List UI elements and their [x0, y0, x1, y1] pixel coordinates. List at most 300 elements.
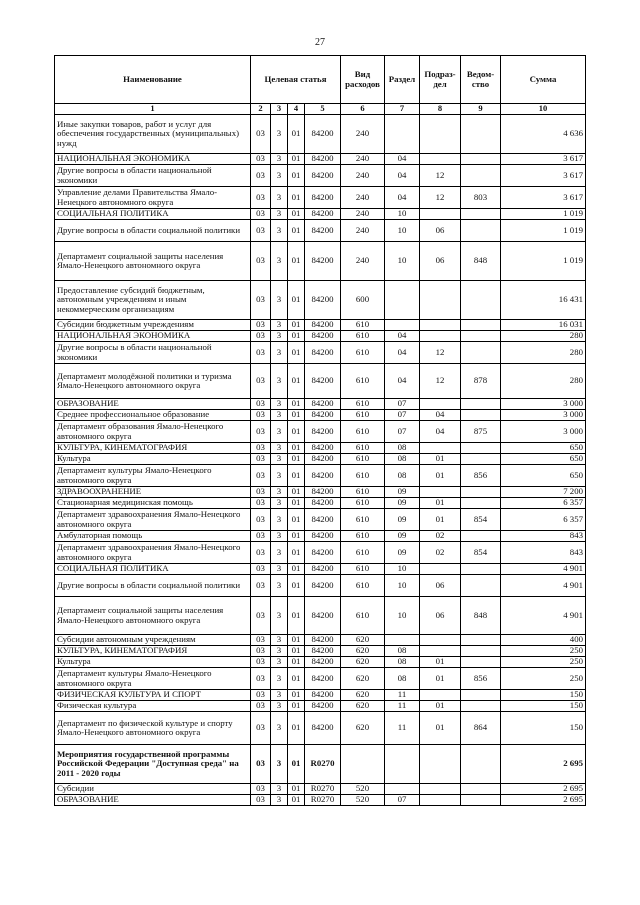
cell-subsection [420, 399, 461, 410]
cell-subsection [420, 564, 461, 575]
cell-target-direction: 84200 [305, 220, 341, 242]
cell-target-event: 01 [288, 165, 305, 187]
table-row [55, 795, 586, 806]
cell-target-event: 01 [288, 342, 305, 364]
table-row [55, 575, 586, 597]
cell-name: Субсидии автономным учреждениям [55, 635, 251, 646]
cell-target-program: 03 [251, 657, 271, 668]
cell-target-direction: 84200 [305, 487, 341, 498]
cell-amount: 16 431 [501, 281, 586, 320]
cell-department: 854 [461, 542, 501, 564]
cell-amount: 150 [501, 690, 586, 701]
cell-name: Культура [55, 657, 251, 668]
cell-name: НАЦИОНАЛЬНАЯ ЭКОНОМИКА [55, 154, 251, 165]
cell-department [461, 281, 501, 320]
cell-target-direction: 84200 [305, 421, 341, 443]
cell-expense-type: 600 [341, 281, 385, 320]
cell-target-direction: 84200 [305, 564, 341, 575]
table-row [55, 646, 586, 657]
cell-target-event: 01 [288, 281, 305, 320]
cell-target-direction: 84200 [305, 364, 341, 399]
cell-department [461, 220, 501, 242]
cell-target-direction: 84200 [305, 154, 341, 165]
cell-target-direction: 84200 [305, 498, 341, 509]
cell-section: 08 [385, 646, 420, 657]
cell-amount: 843 [501, 542, 586, 564]
cell-expense-type: 620 [341, 646, 385, 657]
cell-target-direction: 84200 [305, 465, 341, 487]
table-row [55, 597, 586, 635]
cell-target-program: 03 [251, 784, 271, 795]
column-number: 2 [251, 104, 271, 115]
cell-name: Мероприятия государственной программы Российской Федерации "Доступная среда" на 2011 - 2020 годы [55, 745, 251, 784]
cell-target-event: 01 [288, 421, 305, 443]
cell-target-subprogram: 3 [271, 635, 288, 646]
cell-department [461, 784, 501, 795]
cell-target-program: 03 [251, 646, 271, 657]
cell-subsection [420, 209, 461, 220]
cell-target-direction: 84200 [305, 209, 341, 220]
cell-target-event: 01 [288, 454, 305, 465]
cell-section: 07 [385, 795, 420, 806]
cell-target-direction: 84200 [305, 410, 341, 421]
cell-target-event: 01 [288, 597, 305, 635]
cell-section: 11 [385, 701, 420, 712]
cell-name: Другие вопросы в области национальной экономики [55, 342, 251, 364]
cell-target-event: 01 [288, 410, 305, 421]
table-row [55, 712, 586, 745]
cell-target-event: 01 [288, 795, 305, 806]
cell-target-event: 01 [288, 209, 305, 220]
cell-subsection: 01 [420, 701, 461, 712]
cell-department: 875 [461, 421, 501, 443]
cell-target-event: 01 [288, 745, 305, 784]
cell-target-subprogram: 3 [271, 795, 288, 806]
cell-section: 07 [385, 421, 420, 443]
cell-target-program: 03 [251, 795, 271, 806]
table-row [55, 443, 586, 454]
cell-target-subprogram: 3 [271, 712, 288, 745]
cell-target-event: 01 [288, 564, 305, 575]
cell-department [461, 657, 501, 668]
cell-expense-type: 620 [341, 690, 385, 701]
cell-section: 09 [385, 498, 420, 509]
cell-target-direction: 84200 [305, 242, 341, 281]
cell-name: СОЦИАЛЬНАЯ ПОЛИТИКА [55, 564, 251, 575]
cell-amount: 150 [501, 701, 586, 712]
header-name: Наименование [55, 56, 251, 104]
cell-target-program: 03 [251, 281, 271, 320]
cell-amount: 2 695 [501, 745, 586, 784]
cell-department [461, 209, 501, 220]
cell-target-subprogram: 3 [271, 399, 288, 410]
cell-section: 10 [385, 597, 420, 635]
cell-amount: 400 [501, 635, 586, 646]
cell-expense-type: 610 [341, 364, 385, 399]
cell-target-direction: 84200 [305, 342, 341, 364]
cell-target-event: 01 [288, 498, 305, 509]
cell-section: 09 [385, 509, 420, 531]
cell-expense-type: 610 [341, 410, 385, 421]
cell-amount: 250 [501, 668, 586, 690]
table-row [55, 242, 586, 281]
cell-department [461, 498, 501, 509]
cell-expense-type: 240 [341, 220, 385, 242]
cell-section [385, 745, 420, 784]
table-row [55, 364, 586, 399]
cell-target-program: 03 [251, 509, 271, 531]
cell-target-subprogram: 3 [271, 331, 288, 342]
table-row [55, 410, 586, 421]
cell-department [461, 443, 501, 454]
cell-target-program: 03 [251, 364, 271, 399]
cell-target-event: 01 [288, 509, 305, 531]
cell-target-direction: R0270 [305, 784, 341, 795]
cell-expense-type: 620 [341, 712, 385, 745]
cell-target-program: 03 [251, 187, 271, 209]
cell-target-direction: 84200 [305, 399, 341, 410]
cell-amount: 650 [501, 443, 586, 454]
cell-target-subprogram: 3 [271, 187, 288, 209]
cell-target-direction: 84200 [305, 443, 341, 454]
cell-target-event: 01 [288, 712, 305, 745]
cell-target-program: 03 [251, 115, 271, 154]
cell-department [461, 331, 501, 342]
cell-target-event: 01 [288, 242, 305, 281]
cell-target-direction: 84200 [305, 542, 341, 564]
cell-amount: 1 019 [501, 220, 586, 242]
cell-amount: 4 901 [501, 575, 586, 597]
cell-section: 04 [385, 165, 420, 187]
cell-subsection [420, 281, 461, 320]
cell-department [461, 745, 501, 784]
cell-name: Департамент по физической культуре и спорту Ямало-Ненецкого автономного округа [55, 712, 251, 745]
cell-name: НАЦИОНАЛЬНАЯ ЭКОНОМИКА [55, 331, 251, 342]
cell-amount: 1 019 [501, 209, 586, 220]
cell-target-direction: 84200 [305, 320, 341, 331]
table-row [55, 320, 586, 331]
cell-target-event: 01 [288, 575, 305, 597]
cell-expense-type: 610 [341, 597, 385, 635]
cell-amount: 1 019 [501, 242, 586, 281]
cell-subsection: 01 [420, 712, 461, 745]
cell-section: 10 [385, 220, 420, 242]
cell-subsection [420, 745, 461, 784]
cell-expense-type: 610 [341, 487, 385, 498]
cell-name: Амбулаторная помощь [55, 531, 251, 542]
cell-target-program: 03 [251, 564, 271, 575]
cell-target-subprogram: 3 [271, 209, 288, 220]
cell-target-direction: 84200 [305, 531, 341, 542]
table-row [55, 220, 586, 242]
cell-section: 08 [385, 454, 420, 465]
cell-subsection: 01 [420, 668, 461, 690]
table-row [55, 690, 586, 701]
cell-name: ФИЗИЧЕСКАЯ КУЛЬТУРА И СПОРТ [55, 690, 251, 701]
cell-expense-type: 240 [341, 165, 385, 187]
cell-target-subprogram: 3 [271, 242, 288, 281]
cell-target-direction: 84200 [305, 165, 341, 187]
cell-target-subprogram: 3 [271, 701, 288, 712]
cell-name: Департамент здравоохранения Ямало-Ненецкого автономного округа [55, 542, 251, 564]
cell-section: 04 [385, 187, 420, 209]
cell-department [461, 646, 501, 657]
cell-target-subprogram: 3 [271, 668, 288, 690]
cell-target-program: 03 [251, 209, 271, 220]
cell-section: 09 [385, 542, 420, 564]
cell-department [461, 575, 501, 597]
cell-subsection: 06 [420, 242, 461, 281]
cell-department [461, 531, 501, 542]
cell-subsection: 12 [420, 165, 461, 187]
cell-section: 10 [385, 209, 420, 220]
table-row [55, 454, 586, 465]
cell-department [461, 795, 501, 806]
cell-target-program: 03 [251, 531, 271, 542]
cell-subsection: 01 [420, 454, 461, 465]
cell-amount: 280 [501, 364, 586, 399]
cell-target-subprogram: 3 [271, 690, 288, 701]
budget-table [54, 55, 586, 806]
cell-target-program: 03 [251, 597, 271, 635]
cell-subsection: 06 [420, 597, 461, 635]
cell-subsection: 01 [420, 498, 461, 509]
column-number: 5 [305, 104, 341, 115]
cell-subsection: 04 [420, 410, 461, 421]
cell-amount: 6 357 [501, 498, 586, 509]
cell-target-subprogram: 3 [271, 597, 288, 635]
cell-target-event: 01 [288, 646, 305, 657]
header-subsection: Подраз-дел [420, 56, 461, 104]
cell-expense-type: 610 [341, 465, 385, 487]
cell-amount: 843 [501, 531, 586, 542]
cell-target-direction: 84200 [305, 187, 341, 209]
cell-section: 04 [385, 331, 420, 342]
cell-target-subprogram: 3 [271, 784, 288, 795]
table-row [55, 281, 586, 320]
cell-amount: 4 901 [501, 597, 586, 635]
table-row [55, 115, 586, 154]
cell-department [461, 342, 501, 364]
cell-target-subprogram: 3 [271, 745, 288, 784]
cell-target-program: 03 [251, 498, 271, 509]
cell-section: 07 [385, 399, 420, 410]
cell-target-direction: 84200 [305, 281, 341, 320]
cell-target-event: 01 [288, 690, 305, 701]
cell-section: 10 [385, 575, 420, 597]
cell-department: 856 [461, 668, 501, 690]
cell-target-program: 03 [251, 410, 271, 421]
cell-target-event: 01 [288, 187, 305, 209]
cell-target-subprogram: 3 [271, 657, 288, 668]
cell-department [461, 487, 501, 498]
cell-expense-type: 620 [341, 657, 385, 668]
cell-department: 848 [461, 242, 501, 281]
cell-subsection: 12 [420, 364, 461, 399]
cell-section: 11 [385, 690, 420, 701]
table-row [55, 154, 586, 165]
cell-target-subprogram: 3 [271, 421, 288, 443]
cell-target-direction: 84200 [305, 454, 341, 465]
cell-amount: 6 357 [501, 509, 586, 531]
cell-subsection [420, 443, 461, 454]
cell-amount: 3 617 [501, 154, 586, 165]
cell-expense-type: 610 [341, 575, 385, 597]
cell-name: Субсидии бюджетным учреждениям [55, 320, 251, 331]
cell-amount: 3 000 [501, 399, 586, 410]
cell-section [385, 281, 420, 320]
cell-target-event: 01 [288, 399, 305, 410]
column-number: 6 [341, 104, 385, 115]
cell-target-event: 01 [288, 443, 305, 454]
cell-name: Иные закупки товаров, работ и услуг для обеспечения государственных (муниципальных) нужд [55, 115, 251, 154]
cell-section [385, 115, 420, 154]
cell-subsection: 01 [420, 465, 461, 487]
cell-target-direction: 84200 [305, 597, 341, 635]
cell-department [461, 690, 501, 701]
column-number: 8 [420, 104, 461, 115]
cell-expense-type: 610 [341, 443, 385, 454]
cell-name: Департамент образования Ямало-Ненецкого автономного округа [55, 421, 251, 443]
cell-target-subprogram: 3 [271, 364, 288, 399]
cell-expense-type: 610 [341, 509, 385, 531]
cell-target-direction: 84200 [305, 635, 341, 646]
cell-target-subprogram: 3 [271, 564, 288, 575]
cell-target-direction: R0270 [305, 745, 341, 784]
cell-expense-type: 610 [341, 421, 385, 443]
cell-target-program: 03 [251, 668, 271, 690]
table-row [55, 487, 586, 498]
cell-target-direction: 84200 [305, 575, 341, 597]
cell-section: 04 [385, 364, 420, 399]
cell-subsection [420, 784, 461, 795]
cell-name: Физическая культура [55, 701, 251, 712]
cell-subsection: 02 [420, 542, 461, 564]
cell-target-direction: 84200 [305, 657, 341, 668]
cell-expense-type: 610 [341, 564, 385, 575]
cell-amount: 280 [501, 342, 586, 364]
cell-department [461, 320, 501, 331]
cell-expense-type: 610 [341, 542, 385, 564]
cell-target-event: 01 [288, 668, 305, 690]
cell-expense-type: 240 [341, 154, 385, 165]
table-row [55, 668, 586, 690]
cell-target-event: 01 [288, 635, 305, 646]
cell-section: 09 [385, 487, 420, 498]
cell-name: Департамент культуры Ямало-Ненецкого автономного округа [55, 465, 251, 487]
cell-amount: 4 636 [501, 115, 586, 154]
cell-target-program: 03 [251, 542, 271, 564]
cell-name: СОЦИАЛЬНАЯ ПОЛИТИКА [55, 209, 251, 220]
cell-target-direction: R0270 [305, 795, 341, 806]
table-row [55, 498, 586, 509]
cell-expense-type: 610 [341, 320, 385, 331]
cell-target-program: 03 [251, 421, 271, 443]
table-row [55, 784, 586, 795]
cell-subsection [420, 331, 461, 342]
cell-amount: 250 [501, 646, 586, 657]
cell-expense-type: 520 [341, 795, 385, 806]
cell-target-direction: 84200 [305, 646, 341, 657]
cell-target-program: 03 [251, 165, 271, 187]
cell-target-program: 03 [251, 690, 271, 701]
cell-subsection [420, 690, 461, 701]
cell-department [461, 454, 501, 465]
column-number: 9 [461, 104, 501, 115]
cell-amount: 280 [501, 331, 586, 342]
column-number: 3 [271, 104, 288, 115]
cell-amount: 2 695 [501, 784, 586, 795]
cell-target-event: 01 [288, 701, 305, 712]
cell-subsection [420, 115, 461, 154]
cell-target-subprogram: 3 [271, 342, 288, 364]
header-section: Раздел [385, 56, 420, 104]
cell-target-subprogram: 3 [271, 320, 288, 331]
column-number: 10 [501, 104, 586, 115]
cell-target-subprogram: 3 [271, 165, 288, 187]
cell-expense-type: 620 [341, 635, 385, 646]
cell-section: 09 [385, 531, 420, 542]
cell-target-direction: 84200 [305, 712, 341, 745]
cell-target-event: 01 [288, 220, 305, 242]
cell-subsection [420, 646, 461, 657]
cell-target-program: 03 [251, 399, 271, 410]
cell-target-subprogram: 3 [271, 465, 288, 487]
cell-target-program: 03 [251, 154, 271, 165]
cell-name: КУЛЬТУРА, КИНЕМАТОГРАФИЯ [55, 443, 251, 454]
header-amount: Сумма [501, 56, 586, 104]
cell-target-event: 01 [288, 542, 305, 564]
table-row [55, 465, 586, 487]
cell-name: Другие вопросы в области национальной экономики [55, 165, 251, 187]
table-row [55, 331, 586, 342]
cell-expense-type: 240 [341, 209, 385, 220]
cell-target-subprogram: 3 [271, 498, 288, 509]
cell-target-program: 03 [251, 745, 271, 784]
cell-target-program: 03 [251, 443, 271, 454]
cell-target-subprogram: 3 [271, 509, 288, 531]
cell-expense-type: 620 [341, 701, 385, 712]
table-row [55, 531, 586, 542]
cell-section [385, 635, 420, 646]
cell-expense-type: 610 [341, 498, 385, 509]
cell-expense-type: 610 [341, 399, 385, 410]
table-row [55, 421, 586, 443]
cell-expense-type: 240 [341, 242, 385, 281]
cell-expense-type: 610 [341, 454, 385, 465]
table-row [55, 187, 586, 209]
cell-target-event: 01 [288, 331, 305, 342]
cell-section: 08 [385, 465, 420, 487]
cell-name: Департамент молодёжной политики и туризма Ямало-Ненецкого автономного округа [55, 364, 251, 399]
table-row [55, 745, 586, 784]
cell-subsection: 06 [420, 575, 461, 597]
cell-target-program: 03 [251, 575, 271, 597]
cell-subsection [420, 154, 461, 165]
table-header-row [55, 56, 586, 104]
cell-name: Другие вопросы в области социальной политики [55, 575, 251, 597]
cell-amount: 7 200 [501, 487, 586, 498]
cell-target-program: 03 [251, 712, 271, 745]
cell-target-direction: 84200 [305, 690, 341, 701]
cell-target-program: 03 [251, 342, 271, 364]
cell-section: 08 [385, 443, 420, 454]
cell-section: 07 [385, 410, 420, 421]
cell-expense-type: 240 [341, 115, 385, 154]
column-number: 1 [55, 104, 251, 115]
cell-expense-type [341, 745, 385, 784]
cell-subsection [420, 635, 461, 646]
